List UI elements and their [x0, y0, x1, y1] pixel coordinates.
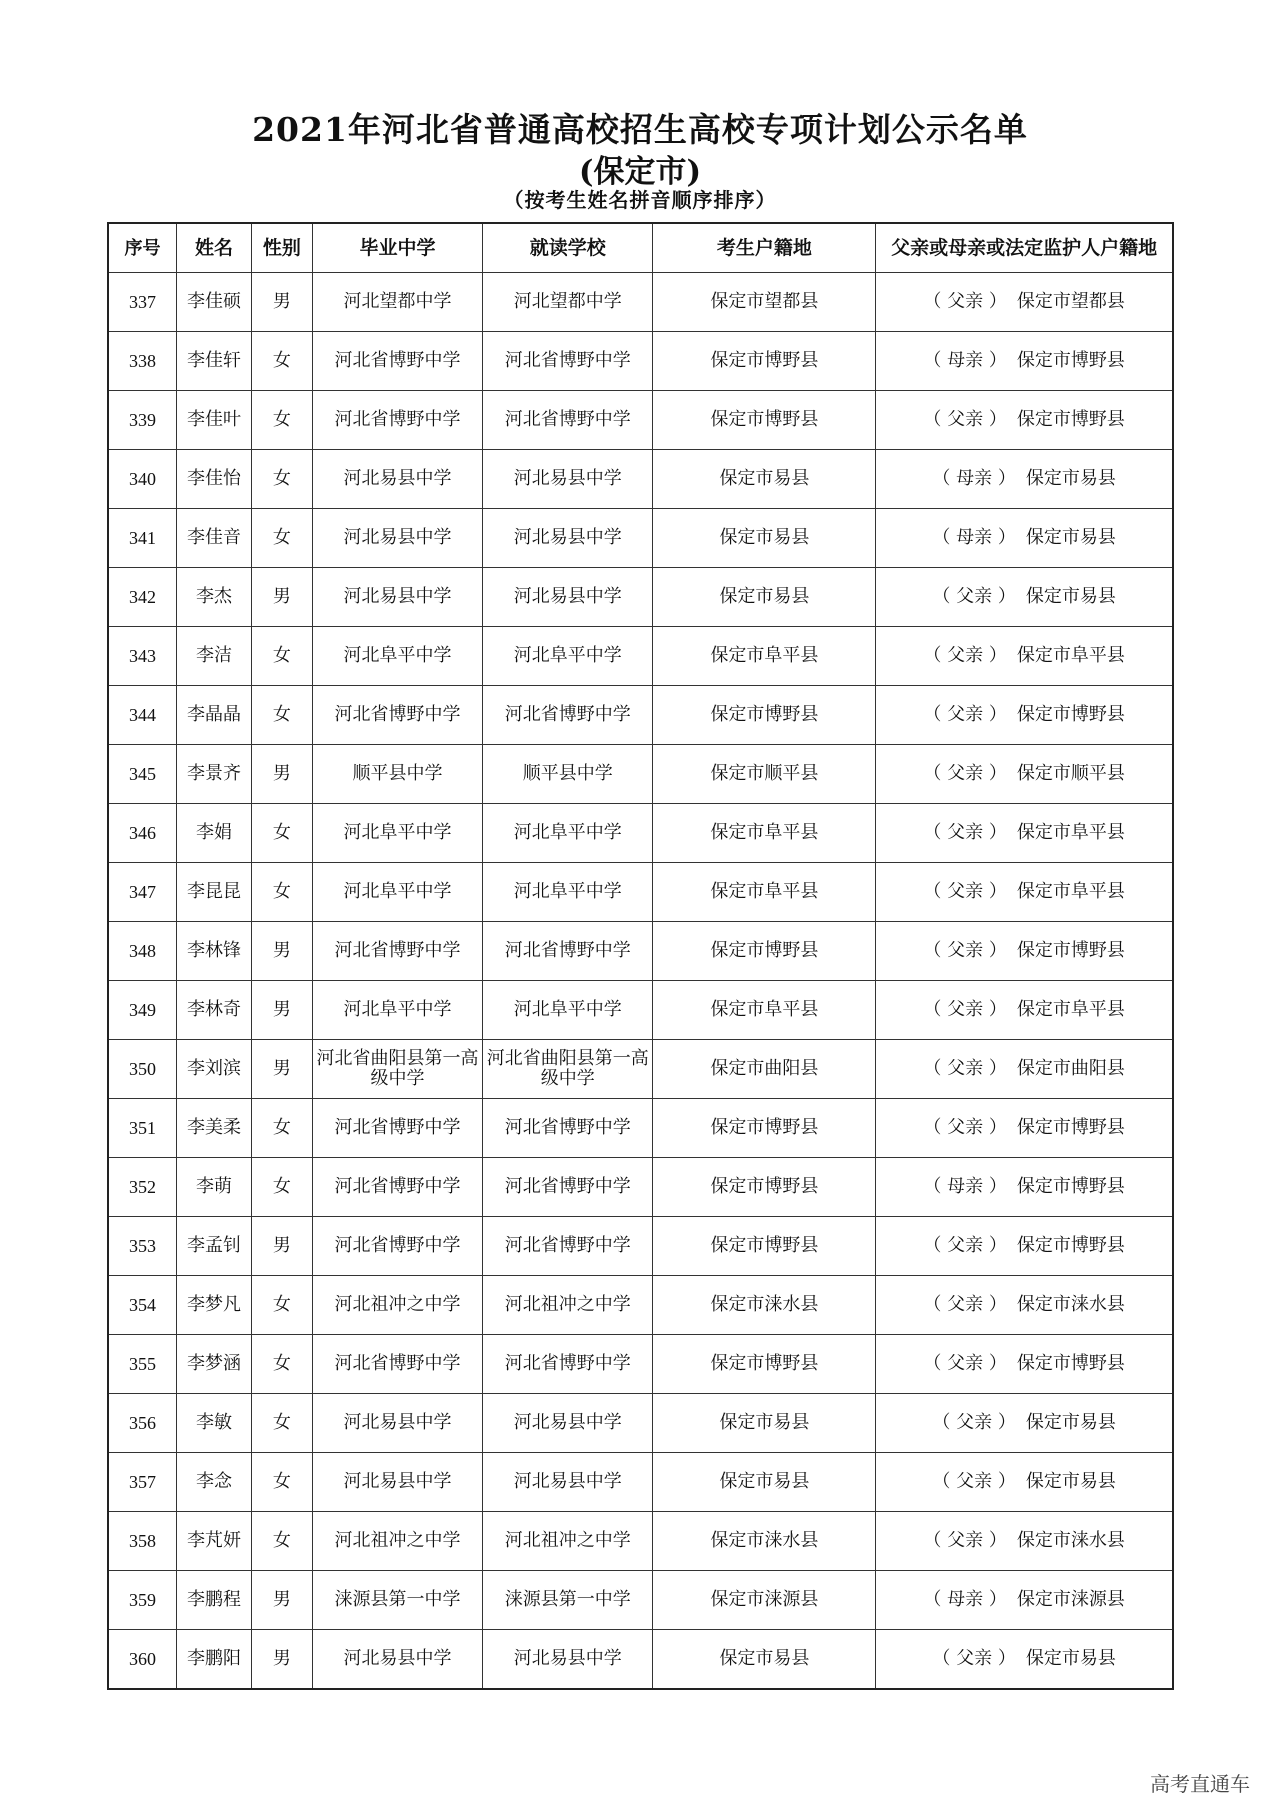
parent-location: 保定市易县: [1025, 586, 1116, 607]
cell-parent-hukou: [876, 450, 1173, 509]
cell-sex: 男: [252, 922, 313, 981]
cell-parent-hukou: [876, 1571, 1173, 1630]
cell-name: 李芃妍: [176, 1512, 251, 1571]
cell-name: 李佳轩: [176, 332, 251, 391]
cell-graduate-school: 河北祖冲之中学: [312, 1512, 482, 1571]
cell-current-school: 河北省博野中学: [483, 922, 653, 981]
cell-hukou: 保定市博野县: [653, 686, 876, 745]
parent-location: 保定市博野县: [1016, 1353, 1125, 1374]
table-row: [108, 922, 1173, 981]
cell-no: 338: [108, 332, 176, 391]
cell-graduate-school: 涞源县第一中学: [312, 1571, 482, 1630]
cell-sex: 男: [252, 273, 313, 332]
cell-graduate-school: 河北省博野中学: [312, 922, 482, 981]
cell-name: 李林奇: [176, 981, 251, 1040]
table-row: [108, 1453, 1173, 1512]
cell-name: 李梦凡: [176, 1276, 251, 1335]
cell-no: 346: [108, 804, 176, 863]
cell-current-school: 河北易县中学: [483, 1394, 653, 1453]
cell-no: 345: [108, 745, 176, 804]
cell-parent-hukou: [876, 686, 1173, 745]
cell-name: 李林锋: [176, 922, 251, 981]
cell-graduate-school: 河北省博野中学: [312, 1335, 482, 1394]
cell-graduate-school: 河北易县中学: [312, 509, 482, 568]
cell-graduate-school: 河北易县中学: [312, 1394, 482, 1453]
cell-no: 350: [108, 1040, 176, 1099]
cell-no: 341: [108, 509, 176, 568]
parent-relation: （ 父亲 ）: [923, 1530, 1007, 1551]
cell-name: 李晶晶: [176, 686, 251, 745]
parent-relation: （ 父亲 ）: [923, 1235, 1007, 1256]
cell-no: 359: [108, 1571, 176, 1630]
cell-hukou: 保定市易县: [653, 450, 876, 509]
parent-location: 保定市易县: [1025, 1412, 1116, 1433]
parent-relation: （ 父亲 ）: [923, 291, 1007, 312]
cell-graduate-school: 河北省博野中学: [312, 391, 482, 450]
cell-sex: 女: [252, 391, 313, 450]
cell-hukou: 保定市阜平县: [653, 804, 876, 863]
parent-location: 保定市曲阳县: [1016, 1058, 1125, 1079]
cell-current-school: 河北易县中学: [483, 450, 653, 509]
cell-hukou: 保定市博野县: [653, 391, 876, 450]
cell-current-school: 河北易县中学: [483, 568, 653, 627]
cell-parent-hukou: [876, 568, 1173, 627]
cell-name: 李佳怡: [176, 450, 251, 509]
cell-hukou: 保定市涞源县: [653, 1571, 876, 1630]
cell-name: 李念: [176, 1453, 251, 1512]
cell-sex: 女: [252, 627, 313, 686]
parent-relation: （ 母亲 ）: [932, 527, 1016, 548]
cell-name: 李刘滨: [176, 1040, 251, 1099]
cell-graduate-school: 河北易县中学: [312, 1453, 482, 1512]
header-no: 序号: [108, 223, 176, 273]
table-header-row: [108, 223, 1173, 273]
cell-current-school: 河北阜平中学: [483, 804, 653, 863]
cell-graduate-school: 河北阜平中学: [312, 804, 482, 863]
cell-current-school: 河北阜平中学: [483, 627, 653, 686]
parent-location: 保定市易县: [1025, 1648, 1116, 1669]
parent-location: 保定市阜平县: [1016, 999, 1125, 1020]
cell-hukou: 保定市易县: [653, 568, 876, 627]
cell-sex: 女: [252, 1394, 313, 1453]
parent-location: 保定市博野县: [1016, 409, 1125, 430]
table-row: [108, 1217, 1173, 1276]
table-row: [108, 686, 1173, 745]
cell-graduate-school: 河北易县中学: [312, 450, 482, 509]
cell-hukou: 保定市望都县: [653, 273, 876, 332]
table-row: [108, 863, 1173, 922]
cell-parent-hukou: [876, 804, 1173, 863]
cell-parent-hukou: [876, 1099, 1173, 1158]
cell-no: 343: [108, 627, 176, 686]
parent-location: 保定市阜平县: [1016, 645, 1125, 666]
cell-no: 337: [108, 273, 176, 332]
cell-sex: 女: [252, 1453, 313, 1512]
cell-parent-hukou: [876, 1158, 1173, 1217]
cell-sex: 女: [252, 1335, 313, 1394]
cell-name: 李佳硕: [176, 273, 251, 332]
parent-relation: （ 父亲 ）: [923, 1058, 1007, 1079]
cell-graduate-school: 河北祖冲之中学: [312, 1276, 482, 1335]
cell-sex: 女: [252, 863, 313, 922]
cell-current-school: 河北阜平中学: [483, 981, 653, 1040]
cell-current-school: 河北阜平中学: [483, 863, 653, 922]
header-graduate-school: 毕业中学: [312, 223, 482, 273]
header-current-school: 就读学校: [483, 223, 653, 273]
cell-graduate-school: 河北易县中学: [312, 1630, 482, 1690]
cell-graduate-school: 河北省博野中学: [312, 1158, 482, 1217]
cell-hukou: 保定市博野县: [653, 922, 876, 981]
cell-current-school: 河北祖冲之中学: [483, 1276, 653, 1335]
cell-hukou: 保定市易县: [653, 1630, 876, 1690]
cell-parent-hukou: [876, 1276, 1173, 1335]
table-row: [108, 391, 1173, 450]
cell-no: 347: [108, 863, 176, 922]
cell-name: 李鹏程: [176, 1571, 251, 1630]
cell-hukou: 保定市易县: [653, 1394, 876, 1453]
parent-relation: （ 父亲 ）: [923, 1294, 1007, 1315]
parent-relation: （ 父亲 ）: [932, 1648, 1016, 1669]
cell-parent-hukou: [876, 1335, 1173, 1394]
cell-parent-hukou: [876, 627, 1173, 686]
cell-name: 李景齐: [176, 745, 251, 804]
cell-hukou: 保定市涞水县: [653, 1512, 876, 1571]
cell-hukou: 保定市阜平县: [653, 627, 876, 686]
cell-sex: 女: [252, 1512, 313, 1571]
cell-current-school: 河北省博野中学: [483, 1158, 653, 1217]
roster-table: [107, 222, 1174, 1690]
cell-sex: 女: [252, 450, 313, 509]
cell-hukou: 保定市涞水县: [653, 1276, 876, 1335]
cell-parent-hukou: [876, 745, 1173, 804]
table-row: [108, 273, 1173, 332]
cell-current-school: 河北省博野中学: [483, 686, 653, 745]
cell-hukou: 保定市博野县: [653, 1335, 876, 1394]
cell-current-school: 河北省博野中学: [483, 1099, 653, 1158]
cell-name: 李娟: [176, 804, 251, 863]
parent-relation: （ 父亲 ）: [923, 940, 1007, 961]
parent-location: 保定市顺平县: [1016, 763, 1125, 784]
cell-sex: 男: [252, 745, 313, 804]
parent-relation: （ 父亲 ）: [923, 1117, 1007, 1138]
cell-no: 354: [108, 1276, 176, 1335]
cell-current-school: 顺平县中学: [483, 745, 653, 804]
cell-name: 李美柔: [176, 1099, 251, 1158]
table-row: [108, 1571, 1173, 1630]
parent-relation: （ 母亲 ）: [932, 468, 1016, 489]
table-row: [108, 1512, 1173, 1571]
cell-name: 李萌: [176, 1158, 251, 1217]
cell-no: 351: [108, 1099, 176, 1158]
parent-location: 保定市涞源县: [1016, 1589, 1125, 1610]
cell-name: 李佳叶: [176, 391, 251, 450]
table-row: [108, 1276, 1173, 1335]
cell-sex: 女: [252, 686, 313, 745]
cell-parent-hukou: [876, 1630, 1173, 1690]
cell-sex: 女: [252, 332, 313, 391]
parent-location: 保定市博野县: [1016, 940, 1125, 961]
parent-relation: （ 母亲 ）: [923, 350, 1007, 371]
parent-relation: （ 母亲 ）: [923, 1176, 1007, 1197]
cell-no: 355: [108, 1335, 176, 1394]
cell-graduate-school: 河北省博野中学: [312, 332, 482, 391]
page-subtitle: (保定市): [578, 154, 702, 190]
cell-current-school: 河北易县中学: [483, 1453, 653, 1512]
parent-location: 保定市涞水县: [1016, 1530, 1125, 1551]
cell-parent-hukou: [876, 1040, 1173, 1099]
cell-sex: 女: [252, 1099, 313, 1158]
table-row: [108, 450, 1173, 509]
cell-sex: 女: [252, 804, 313, 863]
cell-current-school: 河北易县中学: [483, 1630, 653, 1690]
cell-current-school: 涞源县第一中学: [483, 1571, 653, 1630]
cell-current-school: 河北祖冲之中学: [483, 1512, 653, 1571]
cell-sex: 男: [252, 1217, 313, 1276]
cell-no: 349: [108, 981, 176, 1040]
cell-sex: 女: [252, 509, 313, 568]
table-row: [108, 568, 1173, 627]
parent-location: 保定市阜平县: [1016, 822, 1125, 843]
sort-note: （按考生姓名拼音顺序排序）: [503, 188, 777, 212]
table-row: [108, 1335, 1173, 1394]
cell-parent-hukou: [876, 863, 1173, 922]
cell-hukou: 保定市博野县: [653, 332, 876, 391]
cell-sex: 男: [252, 981, 313, 1040]
parent-relation: （ 父亲 ）: [923, 704, 1007, 725]
table-row: [108, 981, 1173, 1040]
watermark: 高考直通车: [1150, 1772, 1250, 1796]
cell-no: 344: [108, 686, 176, 745]
cell-no: 360: [108, 1630, 176, 1690]
cell-current-school: 河北省博野中学: [483, 1335, 653, 1394]
parent-relation: （ 母亲 ）: [923, 1589, 1007, 1610]
cell-graduate-school: 河北易县中学: [312, 568, 482, 627]
cell-graduate-school: 河北望都中学: [312, 273, 482, 332]
cell-hukou: 保定市易县: [653, 509, 876, 568]
cell-name: 李昆昆: [176, 863, 251, 922]
header-sex: 性别: [252, 223, 313, 273]
cell-sex: 女: [252, 1158, 313, 1217]
cell-hukou: 保定市阜平县: [653, 981, 876, 1040]
cell-hukou: 保定市顺平县: [653, 745, 876, 804]
header-parent-hukou: 父亲或母亲或法定监护人户籍地: [876, 223, 1173, 273]
table-row: [108, 804, 1173, 863]
cell-graduate-school: 河北省曲阳县第一高级中学: [312, 1040, 482, 1099]
parent-relation: （ 父亲 ）: [923, 409, 1007, 430]
cell-parent-hukou: [876, 1394, 1173, 1453]
cell-no: 348: [108, 922, 176, 981]
cell-name: 李孟钊: [176, 1217, 251, 1276]
cell-graduate-school: 河北省博野中学: [312, 1217, 482, 1276]
table-row: [108, 332, 1173, 391]
cell-hukou: 保定市博野县: [653, 1217, 876, 1276]
cell-sex: 女: [252, 1276, 313, 1335]
table-row: [108, 1099, 1173, 1158]
cell-no: 340: [108, 450, 176, 509]
cell-current-school: 河北省曲阳县第一高级中学: [483, 1040, 653, 1099]
cell-hukou: 保定市曲阳县: [653, 1040, 876, 1099]
cell-sex: 男: [252, 1571, 313, 1630]
parent-relation: （ 父亲 ）: [923, 881, 1007, 902]
cell-graduate-school: 顺平县中学: [312, 745, 482, 804]
header-hukou: 考生户籍地: [653, 223, 876, 273]
cell-name: 李杰: [176, 568, 251, 627]
cell-name: 李敏: [176, 1394, 251, 1453]
cell-no: 357: [108, 1453, 176, 1512]
cell-graduate-school: 河北阜平中学: [312, 981, 482, 1040]
header-name: 姓名: [176, 223, 251, 273]
parent-location: 保定市易县: [1025, 468, 1116, 489]
cell-graduate-school: 河北省博野中学: [312, 1099, 482, 1158]
cell-parent-hukou: [876, 332, 1173, 391]
parent-relation: （ 父亲 ）: [932, 1471, 1016, 1492]
cell-parent-hukou: [876, 1217, 1173, 1276]
table-row: [108, 1158, 1173, 1217]
parent-location: 保定市易县: [1025, 527, 1116, 548]
cell-no: 339: [108, 391, 176, 450]
table-row: [108, 1040, 1173, 1099]
parent-location: 保定市望都县: [1016, 291, 1125, 312]
cell-no: 342: [108, 568, 176, 627]
cell-parent-hukou: [876, 1512, 1173, 1571]
cell-parent-hukou: [876, 922, 1173, 981]
table-row: [108, 1394, 1173, 1453]
cell-current-school: 河北望都中学: [483, 273, 653, 332]
cell-no: 353: [108, 1217, 176, 1276]
cell-parent-hukou: [876, 391, 1173, 450]
cell-name: 李洁: [176, 627, 251, 686]
parent-location: 保定市博野县: [1016, 704, 1125, 725]
cell-hukou: 保定市易县: [653, 1453, 876, 1512]
cell-no: 358: [108, 1512, 176, 1571]
cell-sex: 男: [252, 1040, 313, 1099]
parent-location: 保定市博野县: [1016, 1176, 1125, 1197]
cell-graduate-school: 河北阜平中学: [312, 863, 482, 922]
cell-current-school: 河北省博野中学: [483, 1217, 653, 1276]
parent-relation: （ 父亲 ）: [932, 586, 1016, 607]
parent-relation: （ 父亲 ）: [932, 1412, 1016, 1433]
parent-relation: （ 父亲 ）: [923, 999, 1007, 1020]
cell-no: 356: [108, 1394, 176, 1453]
parent-location: 保定市阜平县: [1016, 881, 1125, 902]
table-row: [108, 745, 1173, 804]
parent-relation: （ 父亲 ）: [923, 1353, 1007, 1374]
cell-current-school: 河北易县中学: [483, 509, 653, 568]
cell-parent-hukou: [876, 981, 1173, 1040]
parent-location: 保定市博野县: [1016, 350, 1125, 371]
cell-name: 李梦涵: [176, 1335, 251, 1394]
parent-location: 保定市博野县: [1016, 1117, 1125, 1138]
cell-graduate-school: 河北阜平中学: [312, 627, 482, 686]
cell-sex: 男: [252, 1630, 313, 1690]
cell-hukou: 保定市博野县: [653, 1158, 876, 1217]
table-row: [108, 509, 1173, 568]
table-row: [108, 1630, 1173, 1690]
cell-parent-hukou: [876, 509, 1173, 568]
cell-parent-hukou: [876, 273, 1173, 332]
cell-parent-hukou: [876, 1453, 1173, 1512]
parent-location: 保定市易县: [1025, 1471, 1116, 1492]
parent-location: 保定市博野县: [1016, 1235, 1125, 1256]
parent-relation: （ 父亲 ）: [923, 645, 1007, 666]
cell-name: 李鹏阳: [176, 1630, 251, 1690]
cell-hukou: 保定市阜平县: [653, 863, 876, 922]
cell-graduate-school: 河北省博野中学: [312, 686, 482, 745]
parent-relation: （ 父亲 ）: [923, 822, 1007, 843]
parent-relation: （ 父亲 ）: [923, 763, 1007, 784]
page-title: 2021年河北省普通高校招生高校专项计划公示名单: [252, 110, 1028, 149]
cell-name: 李佳音: [176, 509, 251, 568]
cell-no: 352: [108, 1158, 176, 1217]
cell-current-school: 河北省博野中学: [483, 391, 653, 450]
parent-location: 保定市涞水县: [1016, 1294, 1125, 1315]
table-row: [108, 627, 1173, 686]
cell-current-school: 河北省博野中学: [483, 332, 653, 391]
cell-hukou: 保定市博野县: [653, 1099, 876, 1158]
cell-sex: 男: [252, 568, 313, 627]
